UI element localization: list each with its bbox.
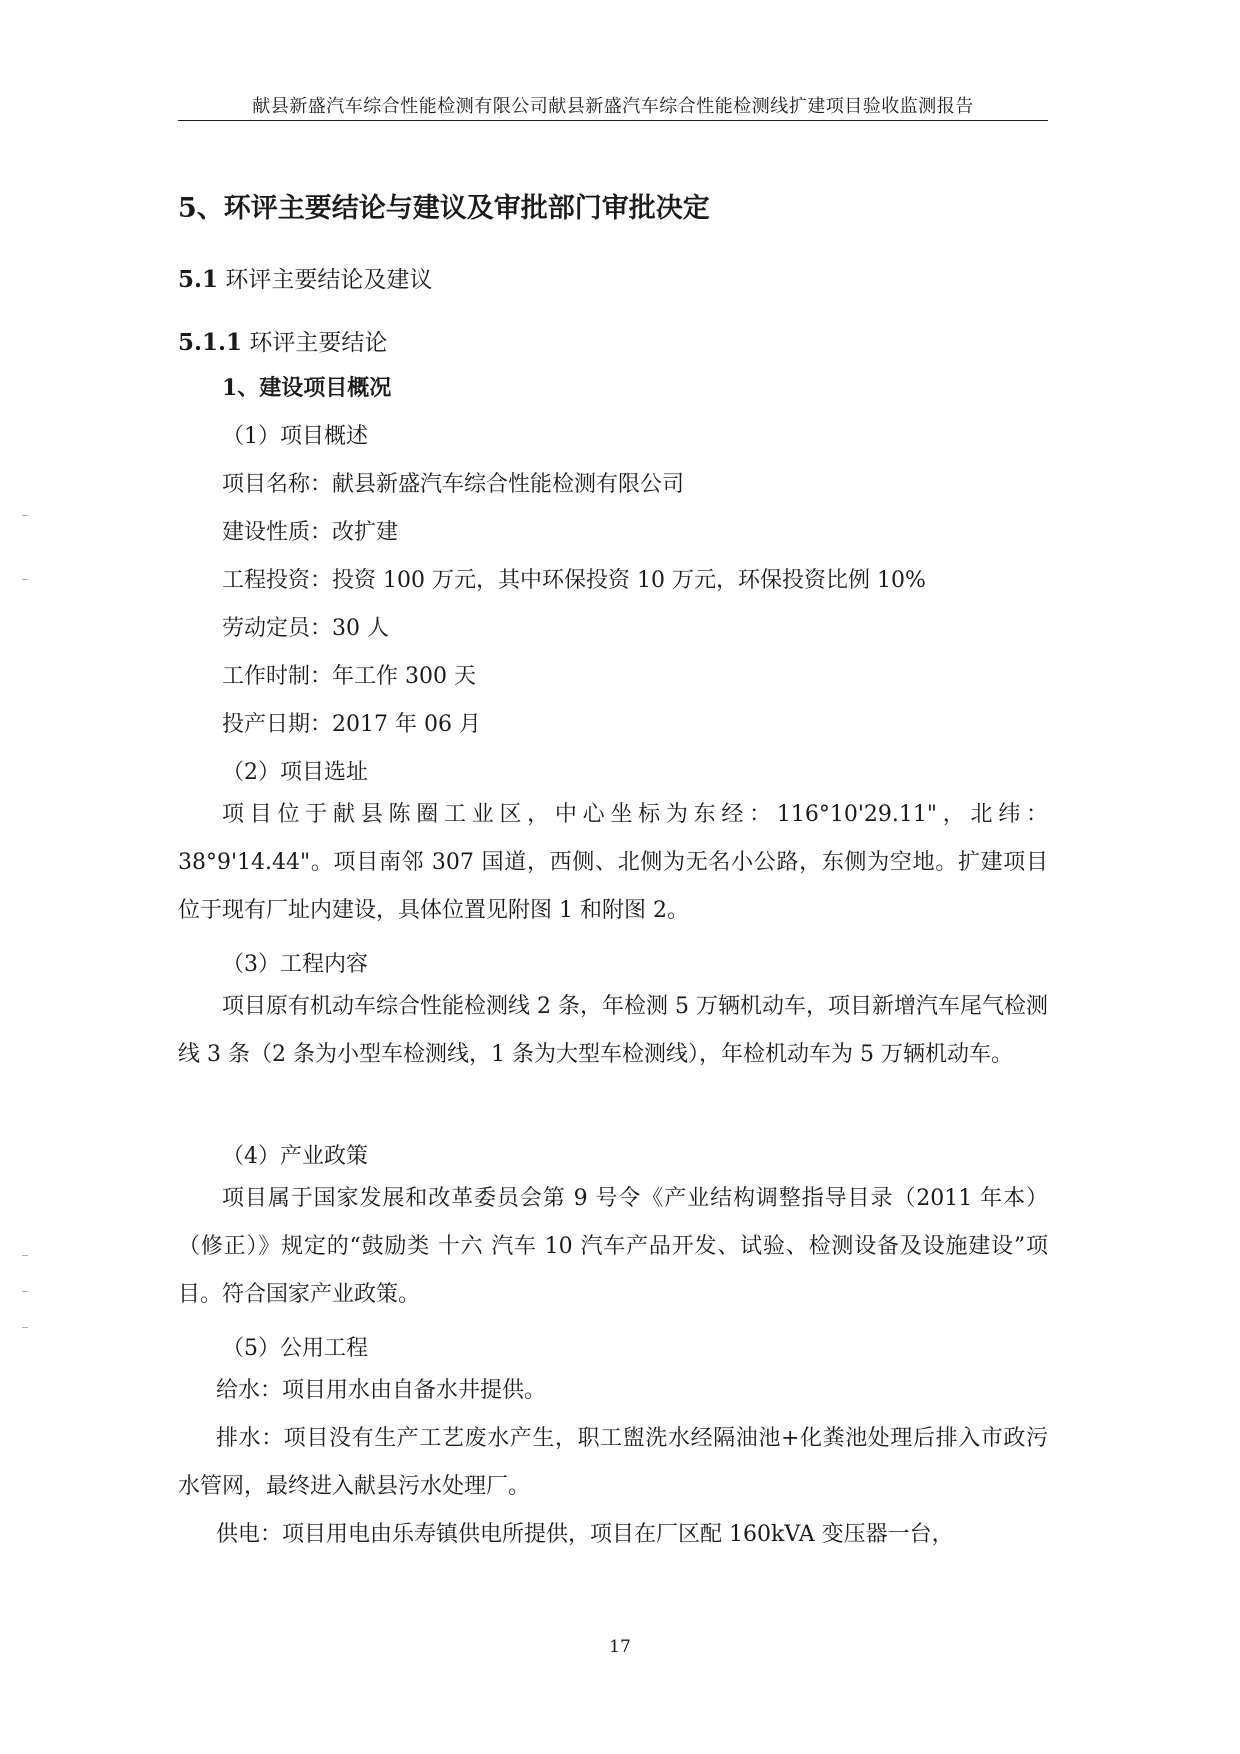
project-name: 项目名称：献县新盛汽车综合性能检测有限公司 xyxy=(222,472,685,497)
policy-paragraph: 项目属于国家发展和改革委员会第 9 号令《产业结构调整指导目录（2011 年本）（修正）》规定的“鼓励类 十六 汽车 10 汽车产品开发、试验、检测设备及设施建设”项目。符合国家产业政策。 xyxy=(178,1186,1048,1307)
page-number: 17 xyxy=(609,1637,631,1657)
utilities-heading: （5）公用工程 xyxy=(222,1336,368,1361)
site-heading: （2）项目选址 xyxy=(222,760,368,785)
scan-mark xyxy=(22,1255,28,1256)
content-paragraph: 项目原有机动车综合性能检测线 2 条，年检测 5 万辆机动车，项目新增汽车尾气检测线 3 条（2 条为小型车检测线，1 条为大型车检测线），年检机动车为 5 万辆机动车。 xyxy=(178,994,1048,1067)
scan-mark xyxy=(22,515,28,516)
part-title: 1、建设项目概况 xyxy=(222,375,392,401)
subsubsection-title: 环评主要结论 xyxy=(249,330,388,356)
content-heading: （3）工程内容 xyxy=(222,952,368,977)
scan-mark xyxy=(22,579,28,580)
policy-heading: （4）产业政策 xyxy=(222,1144,368,1169)
staffing: 劳动定员：30 人 xyxy=(222,616,389,641)
water-supply: 给水：项目用水由自备水井提供。 xyxy=(216,1378,547,1403)
subsubsection-number: 5.1.1 xyxy=(178,329,243,356)
running-header: 献县新盛汽车综合性能检测有限公司献县新盛汽车综合性能检测线扩建项目验收监测报告 xyxy=(252,96,974,117)
construction-nature: 建设性质：改扩建 xyxy=(222,520,399,545)
site-paragraph: 项目位于献县陈圈工业区，中心坐标为东经：116°10'29.11"，北纬：38°9'14.44"。项目南邻 307 国道，西侧、北侧为无名小公路，东侧为空地。扩建项目位于现有厂址内建设，具体位置见附图 1 和附图 2。 xyxy=(178,802,1048,923)
investment: 工程投资：投资 100 万元，其中环保投资 10 万元，环保投资比例 10% xyxy=(222,568,926,593)
subsection-heading xyxy=(178,261,432,294)
subsection-number: 5.1 xyxy=(178,266,219,293)
start-date: 投产日期：2017 年 06 月 xyxy=(222,712,481,737)
section-title: 5、环评主要结论与建议及审批部门审批决定 xyxy=(178,193,710,224)
header-rule xyxy=(178,120,1048,121)
scan-mark xyxy=(22,1327,28,1328)
subsection-title: 环评主要结论及建议 xyxy=(225,267,433,293)
subsubsection-heading xyxy=(178,324,387,357)
overview-heading: （1）项目概述 xyxy=(222,424,368,449)
work-schedule: 工作时制：年工作 300 天 xyxy=(222,664,476,689)
scan-mark xyxy=(22,1291,28,1292)
drainage: 排水：项目没有生产工艺废水产生，职工盥洗水经隔油池+化粪池处理后排入市政污水管网，最终进入献县污水处理厂。 xyxy=(178,1426,1048,1499)
power-supply: 供电：项目用电由乐寿镇供电所提供，项目在厂区配 160kVA 变压器一台， xyxy=(216,1522,954,1547)
